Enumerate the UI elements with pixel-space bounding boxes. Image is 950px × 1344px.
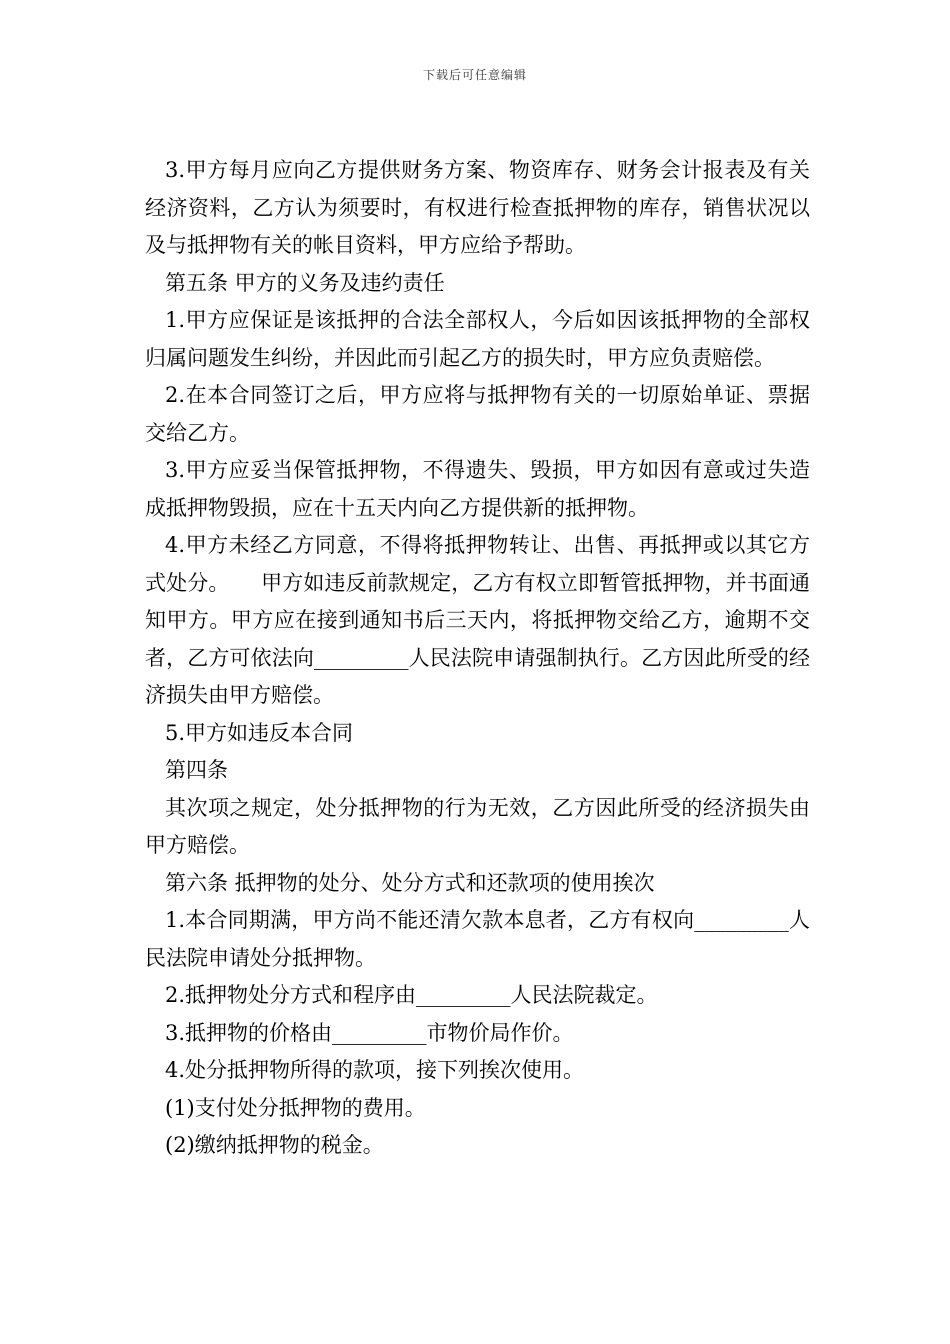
paragraph-clause-5-1: 1.甲方应保证是该抵押的合法全部权人，今后如因该抵押物的全部权归属问题发生纠纷，并因此而引起乙方的损失时，甲方应负责赔偿。: [145, 308, 810, 370]
paragraph-clause-6-4: 4.处分抵押物所得的款项，接下列挨次使用。: [165, 1058, 585, 1082]
section-heading-article-6: 第六条 抵押物的处分、处分方式和还款项的使用挨次: [165, 870, 655, 895]
paragraph-clause-6-1: 1.本合同期满，甲方尚不能还清欠款本息者，乙方有权向_________人民法院申请处分抵押物。: [145, 908, 810, 970]
section-heading-article-5: 第五条 甲方的义务及违约责任: [165, 270, 445, 295]
paragraph-clause-5-3: 3.甲方应妥当保管抵押物，不得遗失、毁损，甲方如因有意或过失造成抵押物毁损，应在十五天内向乙方提供新的抵押物。: [145, 458, 810, 520]
paragraph-clause-4-3: 3.甲方每月应向乙方提供财务方案、物资库存、财务会计报表及有关经济资料，乙方认为须要时，有权进行检查抵押物的库存，销售状况以及与抵押物有关的帐目资料，甲方应给予帮助。: [145, 158, 810, 257]
paragraph-clause-6-3: 3.抵押物的价格由_________市物价局作价。: [165, 1020, 574, 1045]
paragraph-clause-5-4: 4.甲方未经乙方同意，不得将抵押物转让、出售、再抵押或以其它方式处分。 甲方如违反前款规定，乙方有权立即暂管抵押物，并书面通知甲方。甲方应在接到通知书后三天内，将抵押物交给乙方，逾期不交者，乙方可依法向_________人民法院申请强制执行。乙方因此所受的经济损失由甲方赔偿。: [145, 533, 810, 707]
paragraph-article-4-reference: 第四条: [165, 758, 228, 782]
paragraph-clause-6-2: 2.抵押物处分方式和程序由_________人民法院裁定。: [165, 983, 658, 1007]
paragraph-clause-5-5-continued: 其次项之规定，处分抵押物的行为无效，乙方因此所受的经济损失由甲方赔偿。: [145, 795, 810, 857]
paragraph-clause-5-2: 2.在本合同签订之后，甲方应将与抵押物有关的一切原始单证、票据交给乙方。: [145, 383, 810, 445]
document-body: [145, 152, 810, 1165]
paragraph-clause-6-4-item-1: (1)支付处分抵押物的费用。: [165, 1095, 426, 1120]
page-header: 下载后可任意编辑: [422, 68, 527, 82]
paragraph-clause-6-4-item-2: (2)缴纳抵押物的税金。: [165, 1133, 384, 1157]
paragraph-clause-5-5: 5.甲方如违反本合同: [165, 720, 354, 745]
